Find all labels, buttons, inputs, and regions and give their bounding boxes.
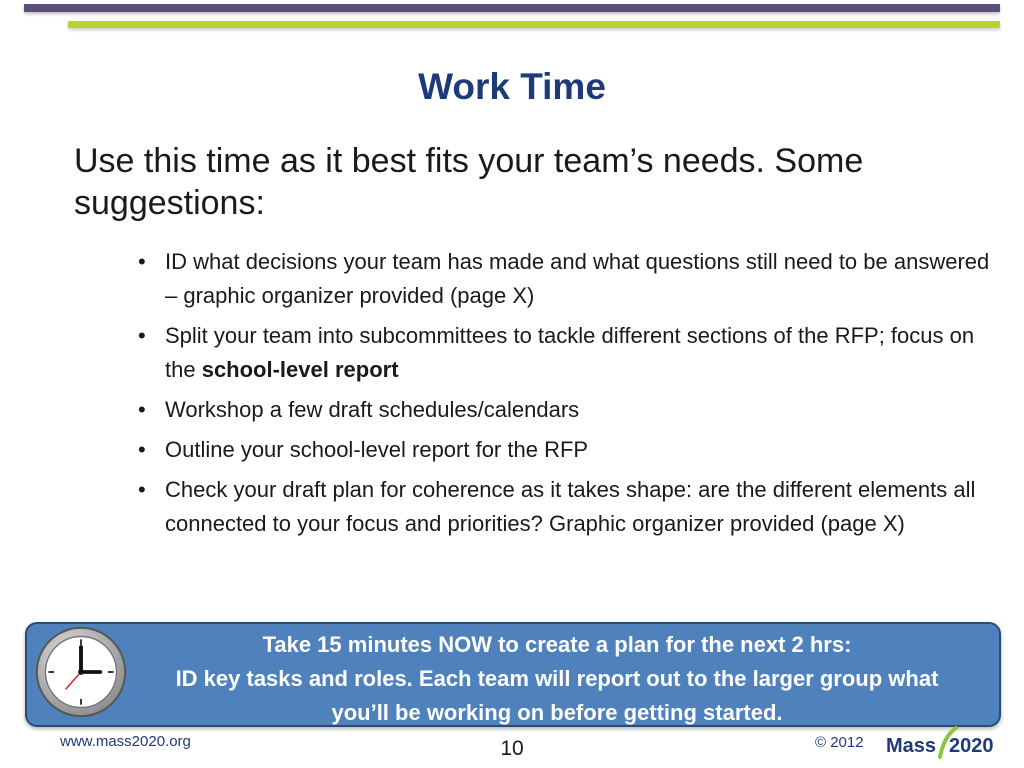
bullet-item (138, 393, 1000, 427)
bullet-item (138, 319, 1000, 387)
bullet-dot: • (138, 249, 146, 274)
bullet-item (138, 433, 1000, 467)
bullet-text: Workshop a few draft schedules/calendars (165, 397, 580, 422)
callout-line-1: Take 15 minutes NOW to create a plan for the next 2 hrs: (262, 632, 852, 657)
svg-text:2020: 2020 (949, 735, 994, 757)
clock-icon (33, 624, 129, 720)
footer-url[interactable]: www.mass2020.org (60, 733, 191, 750)
page-number: 10 (500, 737, 524, 760)
bullet-bold-text: school-level report (201, 357, 399, 382)
bullet-text: ID what decisions your team has made and what questions still need to be answered – graphic organizer provided (page X) (165, 249, 990, 308)
header-bar-green (68, 21, 1000, 28)
bullet-dot: • (138, 477, 146, 502)
bullet-dot: • (138, 323, 146, 348)
callout-line-2: ID key tasks and roles. Each team will report out to the larger group what you’ll be working on before getting started. (175, 666, 939, 725)
header-bar-purple (24, 4, 1000, 12)
svg-text:Mass: Mass (886, 735, 937, 757)
slide-title: Work Time (418, 66, 606, 107)
intro-text: Use this time as it best fits your team’s needs. Some suggestions: (74, 142, 864, 222)
mass2020-logo (884, 724, 996, 760)
bullet-dot: • (138, 397, 146, 422)
bullet-text: Split your team into subcommittees to tackle different sections of the RFP; focus on the (165, 323, 975, 382)
callout-box (25, 622, 1001, 727)
bullet-list (138, 245, 1000, 547)
bullet-text: Check your draft plan for coherence as it takes shape: are the different elements all connected to your focus and priorities? Graphic organizer provided (page X) (165, 477, 976, 536)
callout-text (157, 628, 957, 730)
footer-copyright: © 2012 (815, 734, 864, 751)
bullet-item (138, 245, 1000, 313)
bullet-item (138, 473, 1000, 541)
bullet-text: Outline your school-level report for the RFP (165, 437, 589, 462)
bullet-dot: • (138, 437, 146, 462)
